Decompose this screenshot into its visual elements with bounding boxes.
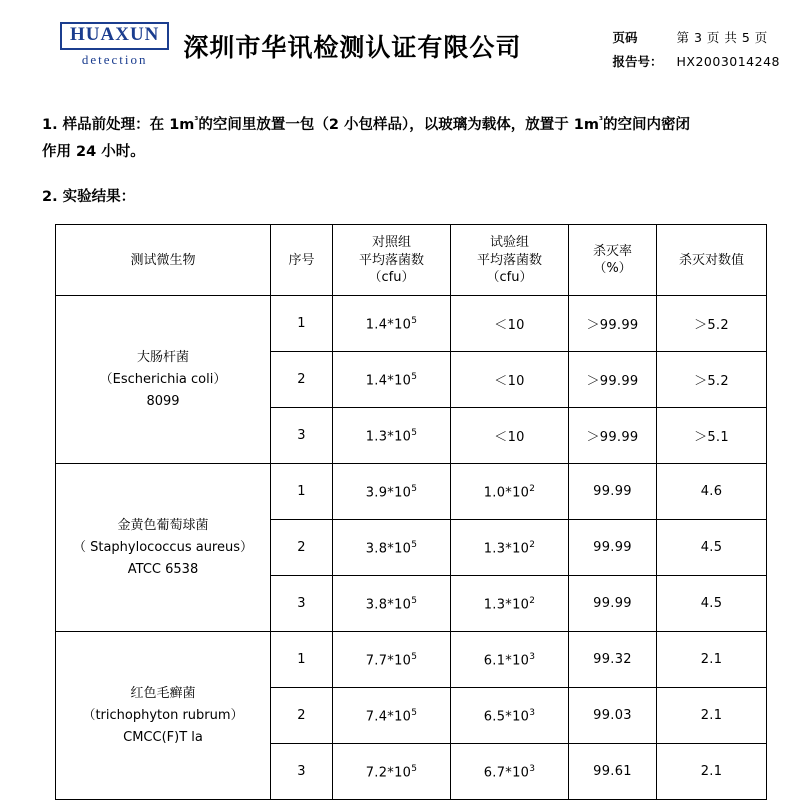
test-base: 6.1*10 <box>483 653 530 669</box>
header-control-line3: （cfu） <box>368 270 415 286</box>
results-table-body <box>56 296 767 800</box>
header-index: 序号 <box>271 225 333 296</box>
header-kill-rate <box>569 225 657 296</box>
index-cell: 1 <box>271 632 333 688</box>
document-header <box>0 0 800 80</box>
control-cell <box>333 632 451 688</box>
logo-subtext: detection <box>81 51 148 67</box>
section1-sup-a: ³ <box>194 116 199 127</box>
control-base: 1.4*10 <box>365 373 412 389</box>
results-table <box>55 224 767 800</box>
organism-cell <box>56 632 271 800</box>
report-number-label: 报告号： <box>612 53 663 69</box>
table-row <box>56 296 767 352</box>
section1-text-a: 在 1m <box>149 117 195 133</box>
control-base: 7.7*10 <box>365 653 412 669</box>
control-exp: 5 <box>411 539 418 550</box>
organism-line-2: （trichophyton rubrum） <box>82 707 244 723</box>
organism-line-1: 金黄色葡萄球菌 <box>117 517 209 533</box>
control-cell <box>333 408 451 464</box>
test-cell <box>451 744 569 800</box>
test-exp: 3 <box>529 763 536 774</box>
control-cell <box>333 576 451 632</box>
test-base: 1.3*10 <box>483 541 530 557</box>
rate-cell: ＞99.99 <box>569 352 657 408</box>
test-exp: 3 <box>529 651 536 662</box>
rate-cell: 99.32 <box>569 632 657 688</box>
page-number-row <box>613 26 781 50</box>
header-meta <box>613 26 781 74</box>
index-cell: 3 <box>271 744 333 800</box>
log-cell: ＞5.2 <box>657 296 767 352</box>
header-test-line2: 平均落菌数 <box>476 252 542 268</box>
log-cell: 2.1 <box>657 688 767 744</box>
section-sample-pretreatment <box>0 112 800 166</box>
index-cell: 2 <box>271 688 333 744</box>
section-results-title <box>0 184 800 211</box>
control-exp: 5 <box>411 595 418 606</box>
test-cell <box>451 576 569 632</box>
control-base: 7.2*10 <box>365 765 412 781</box>
control-exp: 5 <box>411 371 418 382</box>
test-cell: ＜10 <box>451 352 569 408</box>
test-base: 6.7*10 <box>483 765 530 781</box>
log-cell: 4.5 <box>657 576 767 632</box>
section1-text-b: 的空间里放置一包（2 小包样品），以玻璃为载体，放置于 1m <box>198 117 599 133</box>
organism-line-2: （ Staphylococcus aureus） <box>72 539 253 555</box>
header-rate-line1: 杀灭率 <box>592 243 632 259</box>
control-exp: 5 <box>411 651 418 662</box>
rate-cell: 99.99 <box>569 464 657 520</box>
test-cell <box>451 632 569 688</box>
test-cell: ＜10 <box>451 296 569 352</box>
log-cell: 4.6 <box>657 464 767 520</box>
organism-line-3: ATCC 6538 <box>127 561 199 577</box>
report-number-row <box>613 50 781 74</box>
control-cell <box>333 464 451 520</box>
control-exp: 5 <box>411 427 418 438</box>
header-test-line1: 试验组 <box>489 235 529 251</box>
company-logo <box>60 22 169 68</box>
control-base: 1.3*10 <box>365 429 412 445</box>
control-base: 7.4*10 <box>365 709 412 725</box>
index-cell: 1 <box>271 464 333 520</box>
section1-sup-b: ³ <box>599 116 603 127</box>
control-cell <box>333 744 451 800</box>
results-table-wrap <box>55 224 758 800</box>
control-base: 1.4*10 <box>365 317 412 333</box>
rate-cell: ＞99.99 <box>569 408 657 464</box>
control-cell <box>333 520 451 576</box>
test-exp: 3 <box>529 707 536 718</box>
table-row <box>56 464 767 520</box>
control-exp: 5 <box>411 483 418 494</box>
header-test <box>451 225 569 296</box>
log-cell: ＞5.1 <box>657 408 767 464</box>
organism-line-1: 大肠杆菌 <box>136 349 189 365</box>
test-base: 1.0*10 <box>483 485 530 501</box>
log-cell: 2.1 <box>657 632 767 688</box>
rate-cell: 99.03 <box>569 688 657 744</box>
control-base: 3.9*10 <box>365 485 412 501</box>
control-exp: 5 <box>411 707 418 718</box>
test-exp: 2 <box>529 595 536 606</box>
organism-line-1: 红色毛癣菌 <box>130 685 196 701</box>
rate-cell: ＞99.99 <box>569 296 657 352</box>
rate-cell: 99.61 <box>569 744 657 800</box>
header-organism: 测试微生物 <box>56 225 271 296</box>
control-cell <box>333 296 451 352</box>
header-kill-log: 杀灭对数值 <box>657 225 767 296</box>
control-cell <box>333 352 451 408</box>
control-base: 3.8*10 <box>365 597 412 613</box>
log-cell: 2.1 <box>657 744 767 800</box>
report-number-value: HX2003014248 <box>676 53 780 69</box>
index-cell: 2 <box>271 520 333 576</box>
company-name: 深圳市华讯检测认证有限公司 <box>183 33 522 62</box>
index-cell: 3 <box>271 576 333 632</box>
section2-title: 2. 实验结果： <box>42 188 136 205</box>
section1-text-d: 作用 24 小时。 <box>42 143 145 160</box>
test-cell <box>451 464 569 520</box>
organism-line-2: （Escherichia coli） <box>99 371 227 387</box>
organism-line-3: 8099 <box>146 393 180 409</box>
test-exp: 2 <box>529 483 536 494</box>
test-base: 6.5*10 <box>483 709 530 725</box>
rate-cell: 99.99 <box>569 576 657 632</box>
test-cell: ＜10 <box>451 408 569 464</box>
log-cell: 4.5 <box>657 520 767 576</box>
index-cell: 1 <box>271 296 333 352</box>
test-cell <box>451 688 569 744</box>
control-exp: 5 <box>411 315 418 326</box>
control-cell <box>333 688 451 744</box>
control-base: 3.8*10 <box>365 541 412 557</box>
index-cell: 3 <box>271 408 333 464</box>
header-rate-line2: （%） <box>593 261 632 277</box>
log-cell: ＞5.2 <box>657 352 767 408</box>
table-row <box>56 632 767 688</box>
test-exp: 2 <box>529 539 536 550</box>
index-cell: 2 <box>271 352 333 408</box>
header-test-line3: （cfu） <box>486 270 533 286</box>
header-control <box>333 225 451 296</box>
section1-text-c: 的空间内密闭 <box>602 117 690 133</box>
organism-line-3: CMCC(F)T la <box>123 729 203 745</box>
page-number-value: 第 3 页 共 5 页 <box>676 30 768 45</box>
logo-wordmark: HUAXUN <box>60 22 169 50</box>
test-base: 1.3*10 <box>483 597 530 613</box>
control-exp: 5 <box>411 763 418 774</box>
test-cell <box>451 520 569 576</box>
organism-cell <box>56 296 271 464</box>
header-control-line1: 对照组 <box>371 235 411 251</box>
organism-cell <box>56 464 271 632</box>
table-header-row <box>56 225 767 296</box>
rate-cell: 99.99 <box>569 520 657 576</box>
section1-title: 1. 样品前处理： <box>42 117 150 133</box>
page-number-label: 页码 <box>612 30 638 45</box>
header-control-line2: 平均落菌数 <box>358 252 424 268</box>
